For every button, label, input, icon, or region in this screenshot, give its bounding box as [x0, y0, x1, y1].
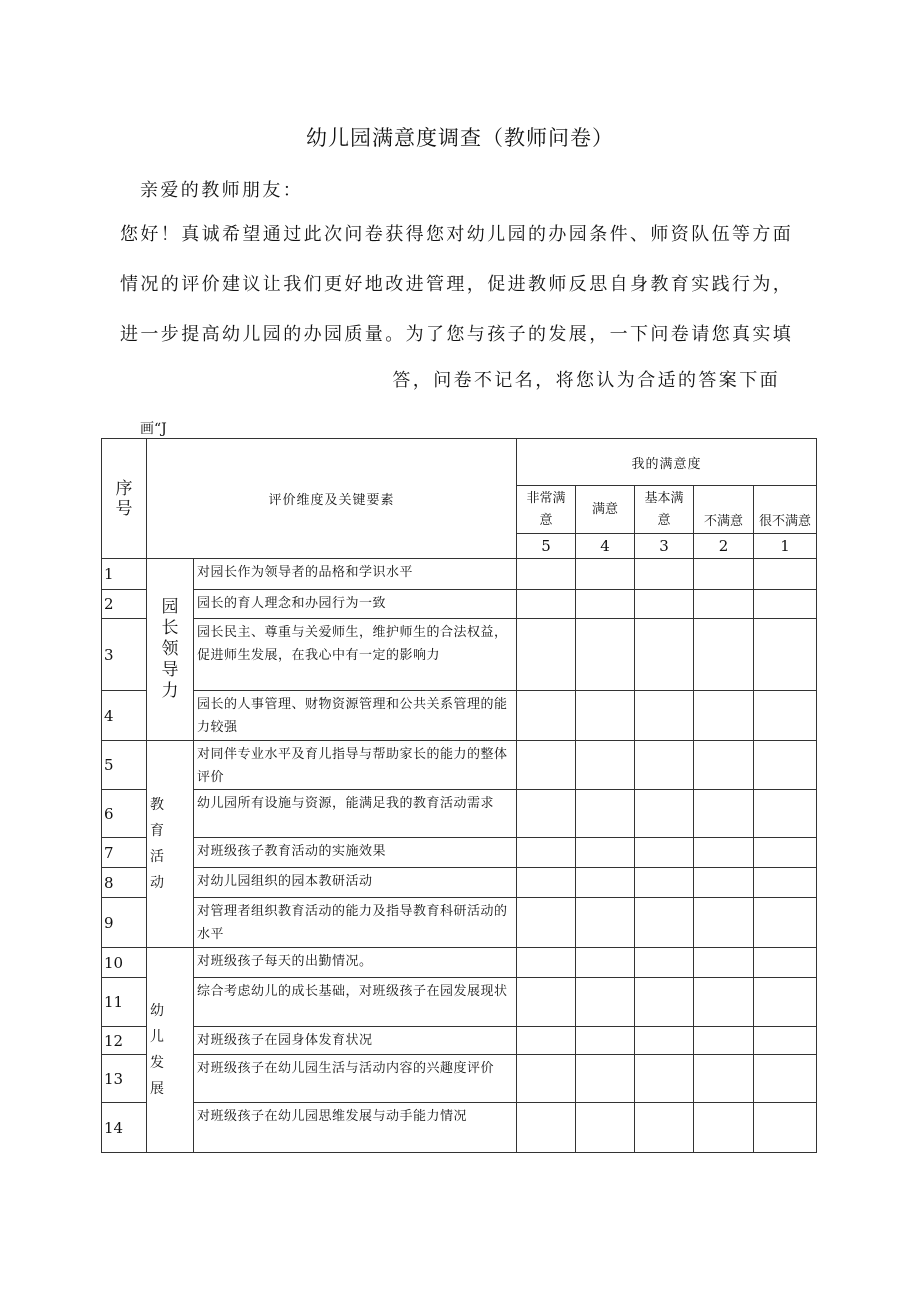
rating-cell-2[interactable] — [694, 898, 754, 948]
rating-cell-3[interactable] — [635, 559, 694, 590]
rating-cell-5[interactable] — [517, 741, 576, 790]
rating-cell-4[interactable] — [576, 590, 635, 619]
rating-cell-4[interactable] — [576, 978, 635, 1027]
rating-cell-2[interactable] — [694, 619, 754, 691]
table-row — [102, 691, 817, 741]
satisfaction-header: 我的满意度 — [517, 439, 817, 486]
rating-cell-5[interactable] — [517, 1027, 576, 1055]
rating-cell-2[interactable] — [694, 741, 754, 790]
rating-cell-3[interactable] — [635, 948, 694, 978]
row-number: 7 — [102, 838, 147, 868]
rating-cell-5[interactable] — [517, 691, 576, 741]
rating-cell-4[interactable] — [576, 691, 635, 741]
rating-cell-4[interactable] — [576, 790, 635, 838]
rating-cell-1[interactable] — [754, 590, 817, 619]
paragraph-line: 进一步提高幼儿园的办园质量。为了您与孩子的发展，一下问卷请您真实填 — [120, 324, 794, 345]
evaluation-item: 对园长作为领导者的品格和学识水平 — [194, 559, 517, 590]
rating-cell-1[interactable] — [754, 978, 817, 1027]
row-number: 1 — [102, 559, 147, 590]
rating-cell-1[interactable] — [754, 559, 817, 590]
evaluation-item: 园长民主、尊重与关爱师生，维护师生的合法权益，促进师生发展，在我心中有一定的影响力 — [194, 619, 517, 691]
rating-cell-1[interactable] — [754, 790, 817, 838]
paragraph-line: 答，问卷不记名，将您认为合适的答案下面 — [392, 370, 780, 391]
row-number: 5 — [102, 741, 147, 790]
rating-cell-1[interactable] — [754, 741, 817, 790]
level-score: 2 — [694, 534, 754, 559]
table-row — [102, 898, 817, 948]
table-row — [102, 559, 817, 590]
paragraph-line: 情况的评价建议让我们更好地改进管理，促进教师反思自身教育实践行为， — [120, 274, 794, 295]
rating-cell-1[interactable] — [754, 948, 817, 978]
rating-cell-5[interactable] — [517, 790, 576, 838]
rating-cell-3[interactable] — [635, 838, 694, 868]
row-number: 10 — [102, 948, 147, 978]
rating-cell-4[interactable] — [576, 948, 635, 978]
rating-cell-3[interactable] — [635, 898, 694, 948]
level-label: 很不满意 — [754, 486, 817, 534]
rating-cell-3[interactable] — [635, 1103, 694, 1153]
level-label: 不满意 — [694, 486, 754, 534]
rating-cell-2[interactable] — [694, 1027, 754, 1055]
rating-cell-1[interactable] — [754, 619, 817, 691]
survey-table — [101, 438, 817, 1153]
row-number: 11 — [102, 978, 147, 1027]
row-number: 12 — [102, 1027, 147, 1055]
rating-cell-5[interactable] — [517, 590, 576, 619]
rating-cell-4[interactable] — [576, 741, 635, 790]
evaluation-item: 对管理者组织教育活动的能力及指导教育科研活动的水平 — [194, 898, 517, 948]
rating-cell-2[interactable] — [694, 590, 754, 619]
rating-cell-3[interactable] — [635, 741, 694, 790]
rating-cell-2[interactable] — [694, 559, 754, 590]
evaluation-item: 对班级孩子每天的出勤情况。 — [194, 948, 517, 978]
evaluation-item: 园长的育人理念和办园行为一致 — [194, 590, 517, 619]
level-score: 4 — [576, 534, 635, 559]
rating-cell-3[interactable] — [635, 1027, 694, 1055]
rating-cell-4[interactable] — [576, 868, 635, 898]
rating-cell-2[interactable] — [694, 790, 754, 838]
table-row — [102, 790, 817, 838]
paragraph-line: 您好！真诚希望通过此次问卷获得您对幼儿园的办园条件、师资队伍等方面 — [120, 224, 794, 245]
dimension-header: 评价维度及关键要素 — [147, 439, 517, 559]
rating-cell-1[interactable] — [754, 898, 817, 948]
evaluation-item: 幼儿园所有设施与资源，能满足我的教育活动需求 — [194, 790, 517, 838]
evaluation-item: 对班级孩子在幼儿园生活与活动内容的兴趣度评价 — [194, 1055, 517, 1103]
evaluation-item: 综合考虑幼儿的成长基础，对班级孩子在园发展现状 — [194, 978, 517, 1027]
category-child-development: 幼儿发展 — [147, 948, 194, 1153]
rating-cell-3[interactable] — [635, 1055, 694, 1103]
rating-cell-5[interactable] — [517, 1055, 576, 1103]
rating-cell-2[interactable] — [694, 978, 754, 1027]
rating-cell-4[interactable] — [576, 1055, 635, 1103]
rating-cell-5[interactable] — [517, 1103, 576, 1153]
rating-cell-3[interactable] — [635, 790, 694, 838]
row-number: 9 — [102, 898, 147, 948]
page-title: 幼儿园满意度调查（教师问卷） — [306, 126, 614, 150]
table-row — [102, 838, 817, 868]
table-row — [102, 978, 817, 1027]
rating-cell-4[interactable] — [576, 838, 635, 868]
rating-cell-1[interactable] — [754, 691, 817, 741]
level-label: 基本满意 — [635, 486, 694, 534]
greeting: 亲爱的教师朋友： — [140, 180, 304, 201]
evaluation-item: 对班级孩子在园身体发育状况 — [194, 1027, 517, 1055]
rating-cell-4[interactable] — [576, 1027, 635, 1055]
table-row — [102, 619, 817, 691]
category-education: 教育活动 — [147, 741, 194, 948]
rating-cell-3[interactable] — [635, 868, 694, 898]
level-label: 满意 — [576, 486, 635, 534]
row-number: 14 — [102, 1103, 147, 1153]
rating-cell-5[interactable] — [517, 838, 576, 868]
rating-cell-4[interactable] — [576, 1103, 635, 1153]
rating-cell-4[interactable] — [576, 619, 635, 691]
table-row — [102, 1055, 817, 1103]
rating-cell-5[interactable] — [517, 559, 576, 590]
row-number: 4 — [102, 691, 147, 741]
table-row — [102, 741, 817, 790]
row-number: 6 — [102, 790, 147, 838]
level-score: 1 — [754, 534, 817, 559]
rating-cell-2[interactable] — [694, 691, 754, 741]
rating-cell-3[interactable] — [635, 590, 694, 619]
category-leadership: 园长领导力 — [147, 559, 194, 741]
table-row — [102, 590, 817, 619]
table-row — [102, 868, 817, 898]
instruction-note: 画“J — [140, 421, 167, 437]
rating-cell-2[interactable] — [694, 1055, 754, 1103]
evaluation-item: 对同伴专业水平及育儿指导与帮助家长的能力的整体评价 — [194, 741, 517, 790]
level-label: 非常满意 — [517, 486, 576, 534]
rating-cell-3[interactable] — [635, 691, 694, 741]
rating-cell-5[interactable] — [517, 619, 576, 691]
row-number: 13 — [102, 1055, 147, 1103]
table-row — [102, 1103, 817, 1153]
seq-header: 序号 — [102, 439, 147, 559]
evaluation-item: 对幼儿园组织的园本教研活动 — [194, 868, 517, 898]
row-number: 3 — [102, 619, 147, 691]
table-row — [102, 1027, 817, 1055]
rating-cell-2[interactable] — [694, 868, 754, 898]
rating-cell-1[interactable] — [754, 838, 817, 868]
rating-cell-5[interactable] — [517, 978, 576, 1027]
rating-cell-2[interactable] — [694, 838, 754, 868]
level-score: 3 — [635, 534, 694, 559]
rating-cell-4[interactable] — [576, 559, 635, 590]
rating-cell-1[interactable] — [754, 1103, 817, 1153]
rating-cell-5[interactable] — [517, 948, 576, 978]
rating-cell-5[interactable] — [517, 898, 576, 948]
level-score: 5 — [517, 534, 576, 559]
evaluation-item: 对班级孩子教育活动的实施效果 — [194, 838, 517, 868]
rating-cell-4[interactable] — [576, 898, 635, 948]
rating-cell-2[interactable] — [694, 948, 754, 978]
row-number: 8 — [102, 868, 147, 898]
rating-cell-1[interactable] — [754, 1055, 817, 1103]
rating-cell-5[interactable] — [517, 868, 576, 898]
rating-cell-3[interactable] — [635, 619, 694, 691]
row-number: 2 — [102, 590, 147, 619]
rating-cell-3[interactable] — [635, 978, 694, 1027]
rating-cell-1[interactable] — [754, 868, 817, 898]
rating-cell-2[interactable] — [694, 1103, 754, 1153]
evaluation-item: 对班级孩子在幼儿园思维发展与动手能力情况 — [194, 1103, 517, 1153]
evaluation-item: 园长的人事管理、财物资源管理和公共关系管理的能力较强 — [194, 691, 517, 741]
table-row — [102, 948, 817, 978]
rating-cell-1[interactable] — [754, 1027, 817, 1055]
